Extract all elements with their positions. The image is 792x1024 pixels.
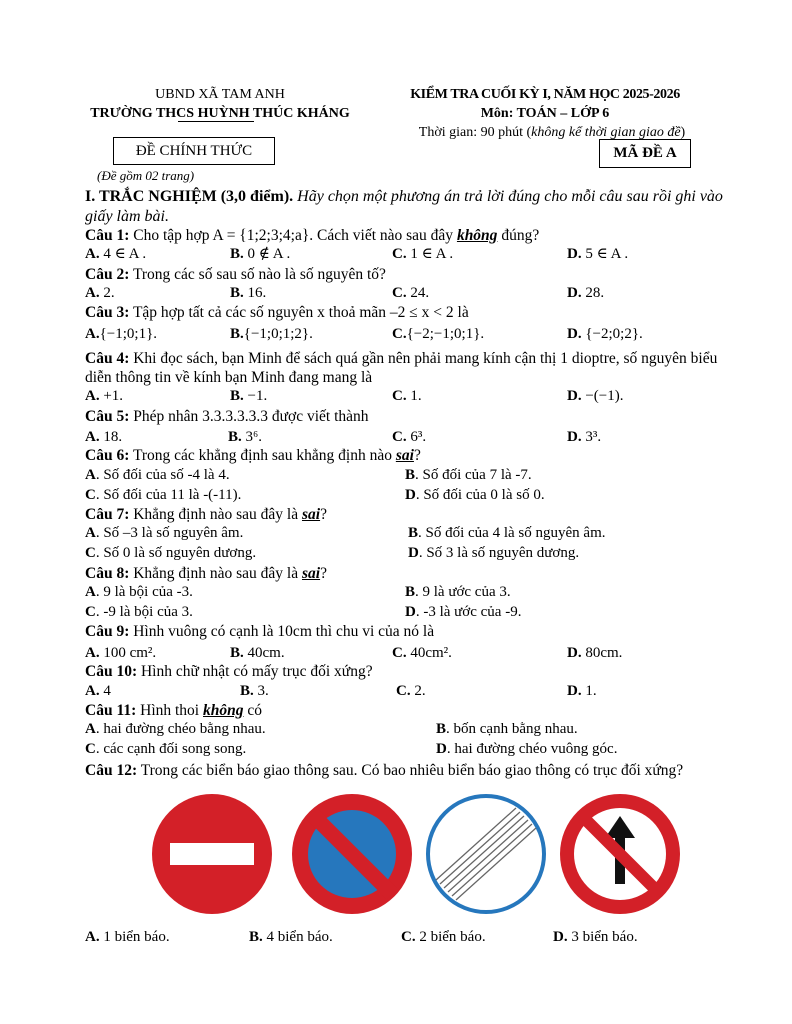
- question-keyword: sai: [301, 565, 321, 582]
- question-3-option-b: [230, 325, 313, 344]
- option-key: A: [85, 584, 96, 600]
- question-8-option-b: [405, 583, 511, 602]
- option-key: B.: [249, 929, 263, 945]
- question-4-option-b: [230, 387, 267, 406]
- question-text: Tập hợp tất cả các số nguyên x thoả mãn –2 ≤ x < 2 là: [129, 304, 469, 321]
- option-text: . Số đối của 0 là số 0.: [415, 487, 545, 503]
- option-key: B.: [240, 683, 254, 699]
- option-text: 2.: [99, 285, 115, 301]
- question-keyword: không: [456, 227, 498, 244]
- option-text: 4 biển báo.: [262, 929, 333, 945]
- question-1-stem: [85, 226, 745, 245]
- option-text: 1 biển báo.: [99, 929, 170, 945]
- question-8-option-a: [85, 583, 193, 602]
- option-key: B.: [230, 388, 244, 404]
- question-text: Phép nhân 3.3.3.3.3.3 được viết thành: [129, 408, 369, 425]
- option-key: D: [436, 741, 447, 757]
- question-text-end: ?: [320, 506, 327, 523]
- question-9-option-b: [230, 644, 285, 663]
- question-text: Cho tập hợp A = {1;2;3;4;a}. Cách viết nào sau đây: [129, 227, 457, 244]
- no-entry-sign: [150, 792, 274, 916]
- question-5-stem: [85, 407, 745, 426]
- option-key: D.: [567, 645, 582, 661]
- option-key: B.: [228, 429, 242, 445]
- time-note: không kể thời gian giao đề: [531, 125, 681, 140]
- option-text: . Số đối của 11 là -(-11).: [95, 487, 242, 503]
- option-text: . bốn cạnh bằng nhau.: [446, 721, 578, 737]
- time-end: ): [680, 125, 686, 140]
- option-key: A.: [85, 388, 100, 404]
- question-1-option-d: [567, 245, 628, 264]
- official-exam-box: [113, 137, 275, 165]
- option-text: . 9 là ước của 3.: [415, 584, 511, 600]
- question-text: Trong các biển báo giao thông sau. Có bao nhiêu biển báo giao thông có trục đối xứng?: [137, 762, 684, 779]
- question-12-option-c: [401, 928, 486, 947]
- question-9-option-c: [392, 644, 452, 663]
- question-label: Câu 5:: [85, 408, 130, 425]
- option-text: 24.: [406, 285, 430, 301]
- question-7-option-a: [85, 524, 243, 543]
- option-key: A.: [85, 285, 100, 301]
- option-key: D: [405, 604, 416, 620]
- question-keyword: không: [203, 702, 244, 719]
- question-5-option-a: [85, 428, 122, 447]
- option-text: −(−1).: [581, 388, 624, 404]
- option-key: C.: [392, 429, 407, 445]
- subject-line: Môn: TOÁN – LỚP 6: [480, 106, 610, 121]
- question-7-option-d: [408, 544, 579, 563]
- option-text: {−2;0;2}.: [581, 326, 643, 342]
- option-key: D: [405, 487, 416, 503]
- option-text: 100 cm².: [99, 645, 157, 661]
- option-key: C.: [401, 929, 416, 945]
- option-text: {−2;−1;0;1}.: [406, 326, 485, 342]
- question-3-option-d: [567, 325, 643, 344]
- question-label: Câu 12:: [85, 762, 138, 779]
- question-text: Hình chữ nhật có mấy trục đối xứng?: [137, 663, 373, 680]
- question-11-option-b: [436, 720, 578, 739]
- option-key: A.: [85, 246, 100, 262]
- option-text: . Số –3 là số nguyên âm.: [95, 525, 244, 541]
- option-text: 40cm.: [243, 645, 285, 661]
- option-text: 3.: [253, 683, 269, 699]
- option-text: . -3 là ước của -9.: [415, 604, 522, 620]
- question-text: Khẳng định nào sau đây là: [129, 565, 302, 582]
- question-8-option-c: [85, 603, 193, 622]
- no-parking-sign: [290, 792, 414, 916]
- question-12-stem: [85, 761, 745, 780]
- option-text: 18.: [99, 429, 123, 445]
- exam-header: [395, 85, 695, 142]
- question-12-option-b: [249, 928, 333, 947]
- option-text: . Số 0 là số nguyên dương.: [95, 545, 257, 561]
- school-name: TRƯỜNG THCS HUỲNH THÚC KHÁNG: [90, 106, 350, 121]
- option-key: C: [85, 487, 96, 503]
- question-5-option-c: [392, 428, 426, 447]
- option-text: . hai đường chéo vuông góc.: [446, 741, 618, 757]
- question-7-stem: [85, 505, 745, 524]
- option-text: . hai đường chéo bằng nhau.: [95, 721, 266, 737]
- question-3-stem: [85, 303, 745, 322]
- option-key: A: [85, 467, 96, 483]
- question-4-stem: [85, 349, 745, 387]
- option-key: D.: [567, 429, 582, 445]
- option-text: 0 ∉ A .: [243, 246, 291, 262]
- question-text: Khi đọc sách, bạn Minh để sách quá gần nên phải mang kính cận thị 1 dioptre, số nguyên biểu diễn thông tin về kính bạn Minh đang mang là: [85, 350, 718, 386]
- question-10-option-a: [85, 682, 111, 701]
- question-text: Trong các số sau số nào là số nguyên tố?: [129, 266, 386, 283]
- question-7-option-c: [85, 544, 256, 563]
- question-9-option-d: [567, 644, 622, 663]
- option-key: B.: [230, 645, 244, 661]
- question-label: Câu 7:: [85, 506, 130, 523]
- question-9-option-a: [85, 644, 156, 663]
- option-key: D.: [567, 683, 582, 699]
- question-1-option-b: [230, 245, 290, 264]
- option-key: D.: [567, 326, 582, 342]
- option-key: C.: [392, 285, 407, 301]
- question-3-option-a: [85, 325, 157, 344]
- question-4-option-a: [85, 387, 123, 406]
- option-key: B.: [230, 285, 244, 301]
- option-key: C: [85, 604, 96, 620]
- question-2-stem: [85, 265, 745, 284]
- option-text: . Số 3 là số nguyên dương.: [418, 545, 580, 561]
- question-12-option-a: [85, 928, 170, 947]
- question-text-end: ?: [320, 565, 327, 582]
- question-label: Câu 2:: [85, 266, 130, 283]
- option-key: A.: [85, 326, 100, 342]
- question-10-stem: [85, 662, 745, 681]
- exam-code: MÃ ĐỀ A: [613, 145, 677, 161]
- option-text: +1.: [99, 388, 124, 404]
- option-text: . Số đối của 4 là số nguyên âm.: [418, 525, 606, 541]
- option-text: 40cm².: [406, 645, 452, 661]
- option-text: {−1;0;1;2}.: [243, 326, 313, 342]
- question-2-option-b: [230, 284, 266, 303]
- option-text: . -9 là bội của 3.: [95, 604, 193, 620]
- question-6-option-a: [85, 466, 230, 485]
- question-label: Câu 6:: [85, 447, 130, 464]
- official-label: ĐỀ CHÍNH THỨC: [135, 143, 253, 159]
- option-text: 1.: [406, 388, 422, 404]
- pages-note: (Đề gồm 02 trang): [97, 168, 195, 183]
- question-8-stem: [85, 564, 745, 583]
- question-text: Hình thoi: [136, 702, 203, 719]
- option-key: D: [408, 545, 419, 561]
- question-12-option-d: [553, 928, 638, 947]
- question-label: Câu 4:: [85, 350, 130, 367]
- question-9-stem: [85, 622, 745, 641]
- question-text: Trong các khẳng định sau khẳng định nào: [129, 447, 396, 464]
- question-6-stem: [85, 446, 745, 465]
- option-text: 28.: [581, 285, 605, 301]
- option-key: B.: [230, 326, 244, 342]
- option-key: B: [405, 584, 416, 600]
- option-key: A.: [85, 429, 100, 445]
- option-text: 5 ∈ A .: [581, 246, 629, 262]
- question-label: Câu 8:: [85, 565, 130, 582]
- question-2-option-a: [85, 284, 115, 303]
- option-text: −1.: [243, 388, 268, 404]
- option-text: . Số đối của 7 là -7.: [415, 467, 532, 483]
- question-text: Khẳng định nào sau đây là: [129, 506, 302, 523]
- option-key: A.: [85, 929, 100, 945]
- question-label: Câu 11:: [85, 702, 137, 719]
- option-key: A: [85, 525, 96, 541]
- question-text-end: ?: [413, 447, 421, 464]
- option-key: C.: [392, 645, 407, 661]
- exam-title: KIỂM TRA CUỐI KỲ I, NĂM HỌC 2025-2026: [410, 87, 680, 102]
- section-instruction: Hãy chọn một phương án trả lời đúng cho mỗi câu sau rồi ghi vào giấy làm bài.: [85, 188, 723, 225]
- option-text: 2 biển báo.: [415, 929, 486, 945]
- question-label: Câu 3:: [85, 304, 130, 321]
- question-2-option-d: [567, 284, 604, 303]
- question-10-option-b: [240, 682, 269, 701]
- question-8-option-d: [405, 603, 521, 622]
- no-straight-ahead-sign: [558, 792, 682, 916]
- option-key: D.: [567, 285, 582, 301]
- option-key: C.: [392, 326, 407, 342]
- question-2-option-c: [392, 284, 429, 303]
- option-key: D.: [567, 388, 582, 404]
- school-header: [80, 85, 360, 123]
- question-10-option-d: [567, 682, 597, 701]
- question-keyword: sai: [395, 447, 414, 464]
- question-3-option-c: [392, 325, 484, 344]
- option-key: A.: [85, 683, 100, 699]
- option-key: B: [436, 721, 447, 737]
- option-text: 4 ∈ A .: [99, 246, 147, 262]
- question-6-option-b: [405, 466, 532, 485]
- question-11-stem: [85, 701, 745, 720]
- option-key: D.: [567, 246, 582, 262]
- option-text: 3³.: [581, 429, 602, 445]
- question-text: Hình vuông có cạnh là 10cm thì chu vi của nó là: [129, 623, 435, 640]
- option-key: C.: [396, 683, 411, 699]
- option-key: A.: [85, 645, 100, 661]
- question-6-option-c: [85, 486, 241, 505]
- option-text: 1 ∈ A .: [406, 246, 454, 262]
- option-text: 6³.: [406, 429, 427, 445]
- question-1-option-c: [392, 245, 453, 264]
- question-11-option-d: [436, 740, 617, 759]
- question-text-end: có: [243, 702, 263, 719]
- option-text: 3⁶.: [241, 429, 262, 445]
- option-key: C: [85, 741, 96, 757]
- option-key: D.: [553, 929, 568, 945]
- question-4-option-c: [392, 387, 422, 406]
- question-5-option-b: [228, 428, 262, 447]
- question-4-option-d: [567, 387, 624, 406]
- header-underline: [178, 121, 254, 122]
- option-text: {−1;0;1}.: [99, 326, 158, 342]
- question-text-end: đúng?: [497, 227, 540, 244]
- section-title: I. TRẮC NGHIỆM (3,0 điểm).: [85, 188, 294, 205]
- option-text: 16.: [243, 285, 267, 301]
- question-5-option-d: [567, 428, 601, 447]
- question-11-option-c: [85, 740, 246, 759]
- option-key: C.: [392, 388, 407, 404]
- option-text: 4: [99, 683, 111, 699]
- option-key: A: [85, 721, 96, 737]
- option-key: B: [405, 467, 416, 483]
- option-text: . Số đối của số -4 là 4.: [95, 467, 230, 483]
- question-label: Câu 1:: [85, 227, 130, 244]
- district-name: UBND XÃ TAM ANH: [155, 87, 285, 102]
- question-1-option-a: [85, 245, 146, 264]
- question-6-option-d: [405, 486, 545, 505]
- question-label: Câu 10:: [85, 663, 138, 680]
- option-key: C: [85, 545, 96, 561]
- question-7-option-b: [408, 524, 606, 543]
- option-text: 2.: [410, 683, 426, 699]
- option-key: B.: [230, 246, 244, 262]
- question-10-option-c: [396, 682, 426, 701]
- section-heading: [85, 187, 745, 227]
- question-keyword: sai: [301, 506, 321, 523]
- option-text: . 9 là bội của -3.: [95, 584, 193, 600]
- question-label: Câu 9:: [85, 623, 130, 640]
- option-key: B: [408, 525, 419, 541]
- time-label: Thời gian: 90 phút (: [418, 125, 532, 140]
- option-text: 80cm.: [581, 645, 623, 661]
- end-of-restrictions-sign: [424, 792, 548, 916]
- option-key: C.: [392, 246, 407, 262]
- option-text: 1.: [581, 683, 597, 699]
- exam-code-box: [599, 139, 691, 168]
- question-11-option-a: [85, 720, 266, 739]
- option-text: 3 biển báo.: [567, 929, 638, 945]
- option-text: . các cạnh đối song song.: [95, 741, 247, 757]
